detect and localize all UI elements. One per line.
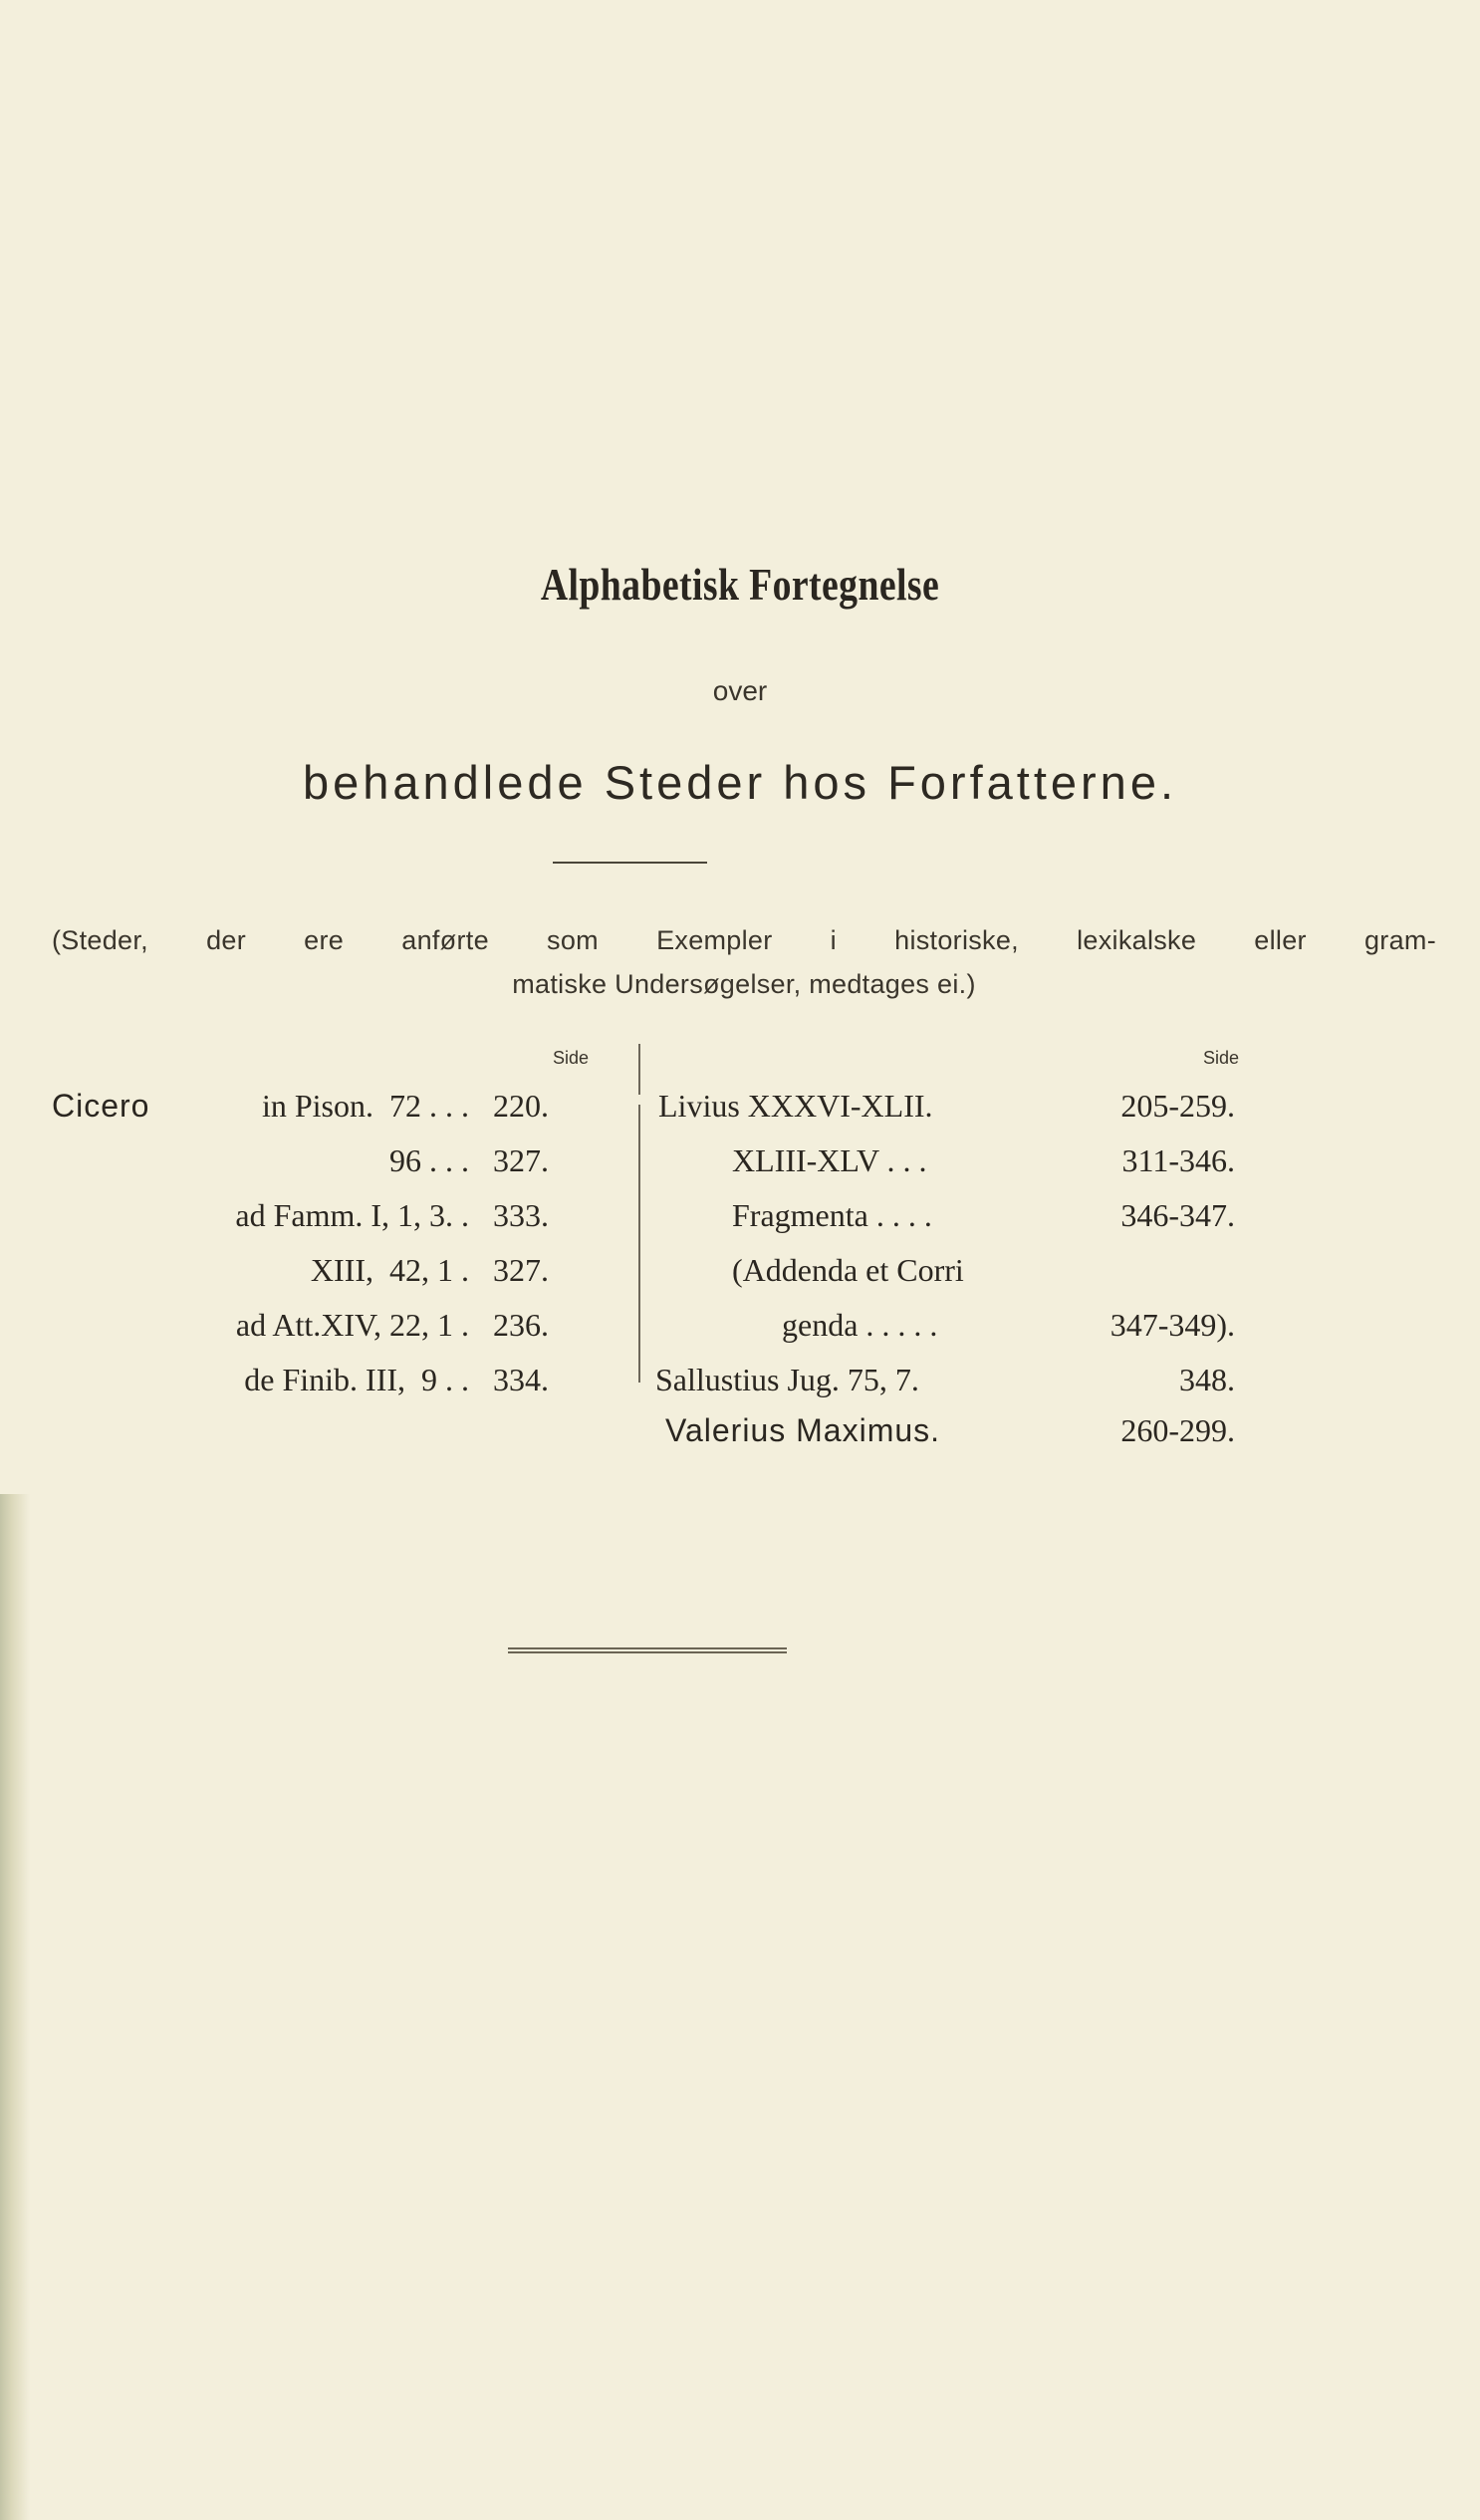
index-page: 347-349).: [1110, 1307, 1235, 1343]
end-rule: [508, 1647, 787, 1653]
index-page: 327.: [493, 1252, 549, 1288]
index-page: 220.: [493, 1088, 549, 1124]
index-ref: Sallustius Jug. 75, 7.: [655, 1362, 919, 1397]
index-page: 333.: [493, 1197, 549, 1233]
page-title: Alphabetisk Fortegnelse: [540, 559, 940, 610]
index-ref: genda . . . . .: [782, 1307, 938, 1343]
author-name: Cicero: [52, 1088, 150, 1124]
right-side-header: Side: [1203, 1048, 1240, 1068]
index-page: 260-299.: [1120, 1412, 1235, 1448]
index-ref: Livius XXXVI-XLII.: [658, 1088, 933, 1124]
index-ref: ad Att.XIV, 22, 1 .: [235, 1307, 469, 1343]
note-line: matiske Undersøgelser, medtages ei.): [512, 969, 976, 999]
index-ref: XLIII-XLV . . .: [732, 1142, 927, 1178]
index-ref: de Finib. III, 9 . .: [244, 1362, 469, 1397]
page-subtitle: behandlede Steder hos Forfatterne.: [302, 756, 1178, 809]
index-page: 348.: [1179, 1362, 1235, 1397]
explanatory-note: [52, 918, 1436, 1006]
index-page: 311-346.: [1121, 1142, 1235, 1178]
index-page: 346-347.: [1120, 1197, 1235, 1233]
title-divider: [553, 862, 707, 864]
index-ref: ad Famm. I, 1, 3. .: [235, 1197, 469, 1233]
index-ref: XIII, 42, 1 .: [310, 1252, 469, 1288]
page-edge-shadow: [0, 1494, 30, 2520]
index-ref: Valerius Maximus.: [665, 1412, 941, 1448]
index-ref: (Addenda et Corri: [732, 1252, 964, 1288]
left-side-header: Side: [553, 1048, 590, 1068]
index-ref: Fragmenta . . . .: [732, 1197, 932, 1233]
column-divider: [638, 1044, 640, 1383]
index-page: 205-259.: [1120, 1088, 1235, 1124]
note-line: (Steder, der ere anførte som Exempler i historiske, lexikalske eller gram-: [52, 925, 1436, 955]
index-page: 334.: [493, 1362, 549, 1397]
index-ref: 96 . . .: [389, 1142, 469, 1178]
title-connector: over: [712, 675, 768, 706]
index-page: 327.: [493, 1142, 549, 1178]
index-ref: in Pison. 72 . . .: [261, 1088, 469, 1124]
index-page: 236.: [493, 1307, 549, 1343]
